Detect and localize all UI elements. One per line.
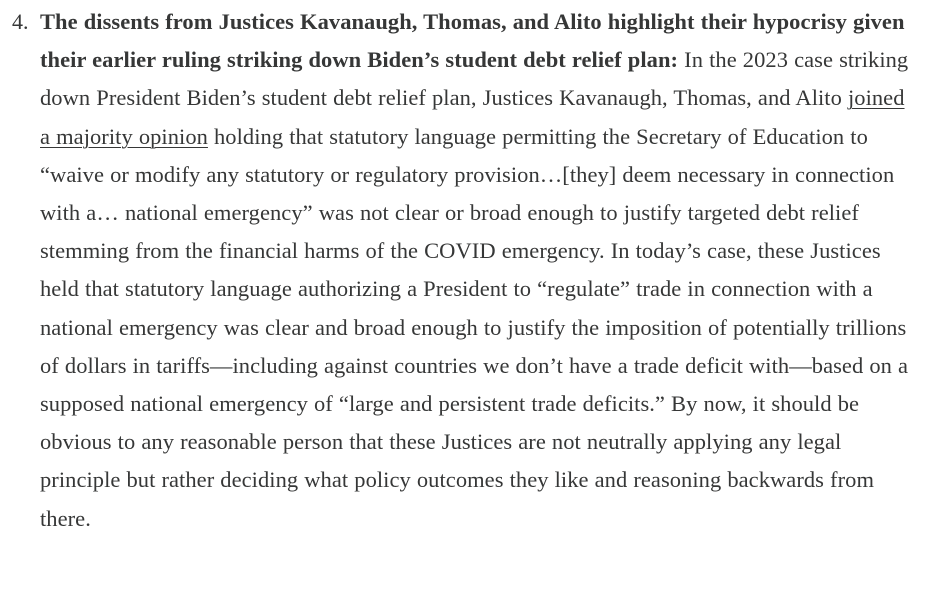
list-item-paragraph [40, 3, 920, 538]
list-item-number: 4. [12, 9, 29, 34]
majority-opinion-link[interactable]: joined a majority opinion [40, 85, 905, 149]
body-text-before-link: In the 2023 case striking down President Biden’s student debt relief plan, Justices Kavanaugh, Thomas, and Alito [40, 47, 909, 111]
heading-colon: : [670, 47, 679, 73]
body-text-after-link: holding that statutory language permitting the Secretary of Education to “waive or modify any statutory or regulatory provision…[they] deem necessary in connection with a… national emergency” was not clear or broad enough to justify targeted debt relief stemming from the financial harms of the COVID emergency. In today’s case, these Justices held that statutory language authorizing a President to “regulate” trade in connection with a national emergency was clear and broad enough to justify the imposition of potentially trillions of dollars in tariffs—including against countries we don’t have a trade deficit with—based on a supposed national emergency of “large and persistent trade deficits.” By now, it should be obvious to any reasonable person that these Justices are not neutrally applying any legal principle but rather deciding what policy outcomes they like and reasoning backwards from there. [40, 123, 909, 531]
heading-text: The dissents from Justices Kavanaugh, Thomas, and Alito highlight their hypocrisy given their earlier ruling striking down Biden’s student debt relief plan [40, 9, 905, 73]
